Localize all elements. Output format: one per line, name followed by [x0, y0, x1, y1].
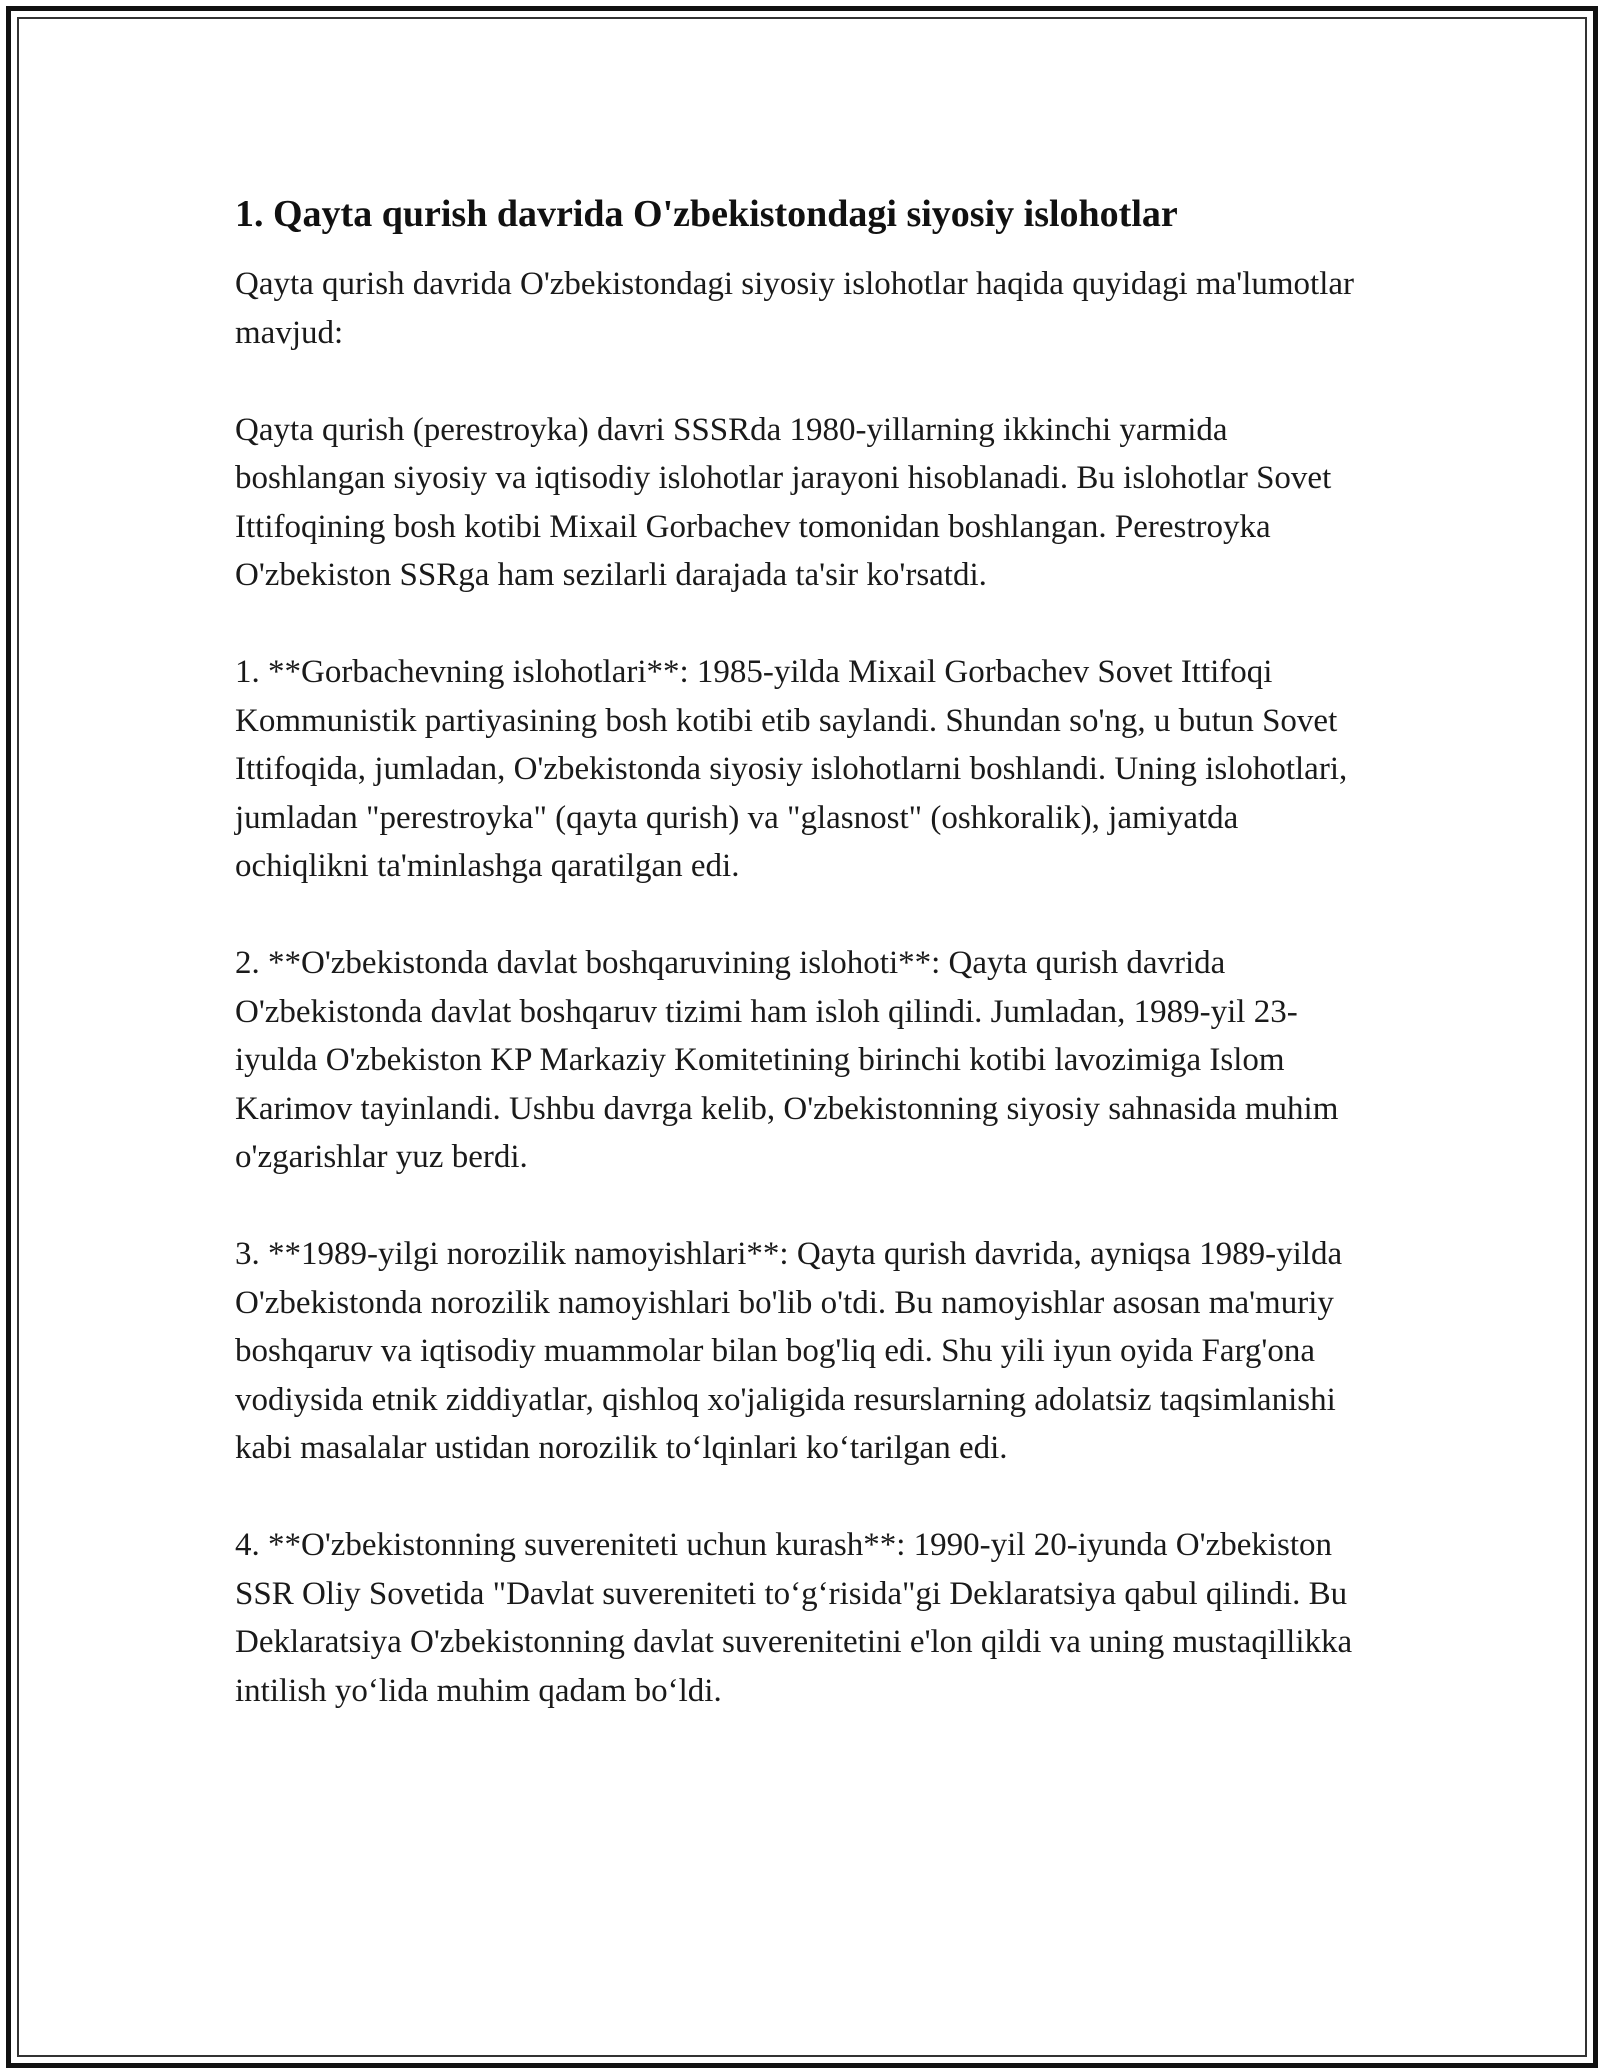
paragraph-state-governance-reform: 2. **O'zbekistonda davlat boshqaruvining islohoti**: Qayta qurish davrida O'zbekistonda davlat boshqaruv tizimi ham isloh qilindi. Jumladan, 1989-yil 23-iyulda O'zbekiston KP Markaziy Komitetining birinchi kotibi lavozimiga Islom Karimov tayinlandi. Ushbu davrga kelib, O'zbekistonning siyosiy sahnasida muhim o'zgarishlar yuz berdi.	[235, 945, 1339, 1175]
intro-paragraph: Qayta qurish davrida O'zbekistondagi siyosiy islohotlar haqida quyidagi ma'lumotlar mavjud:	[235, 266, 1355, 351]
paragraph-sovereignty-struggle: 4. **O'zbekistonning suvereniteti uchun kurash**: 1990-yil 20-iyunda O'zbekiston SSR Oliy Sovetida "Davlat suvereniteti to‘g‘risida"gi Deklaratsiya qabul qilindi. Bu Deklaratsiya O'zbekistonning davlat suverenitetini e'lon qildi va uning mustaqillikka intilish yo‘lida muhim qadam bo‘ldi.	[235, 1527, 1353, 1709]
paragraph-gorbachev-reforms: 1. **Gorbachevning islohotlari**: 1985-yilda Mixail Gorbachev Sovet Ittifoqi Kommunistik partiyasining bosh kotibi etib saylandi. Shundan so'ng, u butun Sovet Ittifoqida, jumladan, O'zbekistonda siyosiy islohotlarni boshlandi. Uning islohotlari, jumladan "perestroyka" (qayta qurish) va "glasnost" (oshkoralik), jamiyatda ochiqlikni ta'minlashga qaratilgan edi.	[235, 654, 1348, 884]
document-body	[235, 190, 1365, 1715]
paragraph-1989-protests: 3. **1989-yilgi norozilik namoyishlari**: Qayta qurish davrida, ayniqsa 1989-yilda O'zbekistonda norozilik namoyishlari bo'lib o'tdi. Bu namoyishlar asosan ma'muriy boshqaruv va iqtisodiy muammolar bilan bog'liq edi. Shu yili iyun oyida Farg'ona vodiysida etnik ziddiyatlar, qishloq xo'jaligida resurslarning adolatsiz taqsimlanishi kabi masalalar ustidan norozilik to‘lqinlari ko‘tarilgan edi.	[235, 1236, 1343, 1466]
paragraph-overview: Qayta qurish (perestroyka) davri SSSRda 1980-yillarning ikkinchi yarmida boshlangan siyosiy va iqtisodiy islohotlar jarayoni hisoblanadi. Bu islohotlar Sovet Ittifoqining bosh kotibi Mixail Gorbachev tomonidan boshlangan. Perestroyka O'zbekiston SSRga ham sezilarli darajada ta'sir ko'rsatdi.	[235, 411, 1332, 593]
document-title: 1. Qayta qurish davrida O'zbekistondagi siyosiy islohotlar	[235, 193, 1178, 235]
